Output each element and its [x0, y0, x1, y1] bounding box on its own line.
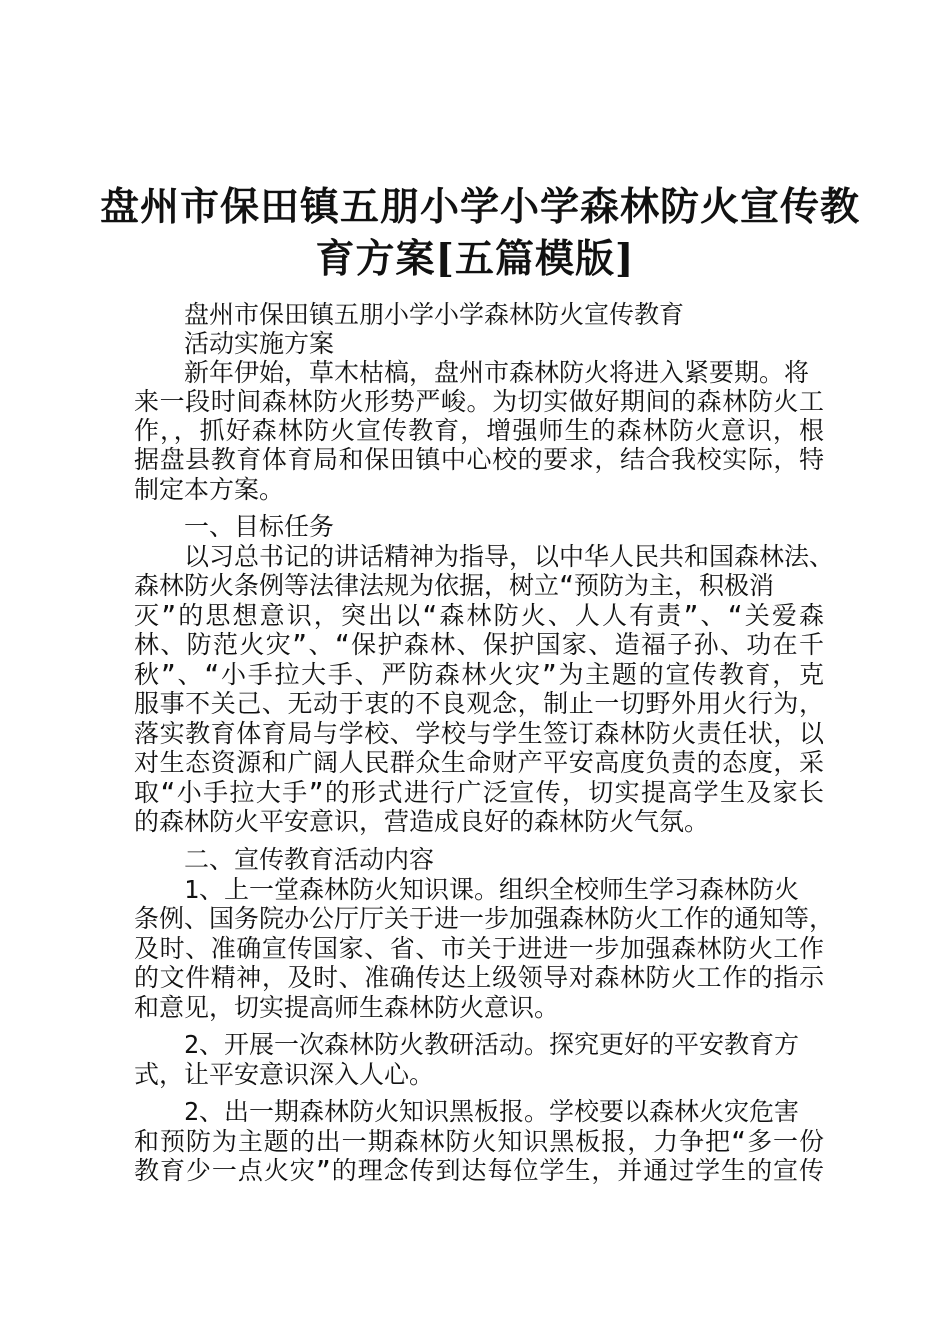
body-line: 森林防火条例等法律法规为依据，树立“预防为主，积极消 — [134, 571, 775, 600]
body-line: 作，，抓好森林防火宣传教育，增强师生的森林防火意识，根 — [134, 416, 824, 445]
body-line: 新年伊始，草木枯槁，盘州市森林防火将进入紧要期。将 — [184, 358, 810, 387]
body-line: 据盘县教育体育局和保田镇中心校的要求，结合我校实际，特 — [134, 445, 824, 474]
body-line: 林、防范火灾”、“保护森林、保护国家、造福子孙、功在千 — [134, 630, 824, 659]
section-heading-1: 一、目标任务 — [184, 512, 335, 541]
body-line: 的森林防火平安意识，营造成良好的森林防火气氛。 — [134, 807, 710, 836]
body-line: 来一段时间森林防火形势严峻。为切实做好期间的森林防火工 — [134, 387, 824, 416]
body-line: 1、上一堂森林防火知识课。组织全校师生学习森林防火 — [184, 875, 800, 904]
body-line: 及时、准确宣传国家、省、市关于进进一步加强森林防火工作 — [134, 934, 824, 963]
document-title-line-2: 育方案[五篇模版] — [315, 236, 635, 282]
body-line: 制定本方案。 — [134, 475, 285, 504]
body-line: 2、出一期森林防火知识黑板报。学校要以森林火灾危害 — [184, 1097, 800, 1126]
body-line: 式，让平安意识深入人心。 — [134, 1060, 435, 1089]
body-line: 秋”、“小手拉大手、严防森林火灾”为主题的宣传教育，克 — [134, 660, 824, 689]
body-line: 的文件精神，及时、准确传达上级领导对森林防火工作的指示 — [134, 963, 824, 992]
body-line: 以习总书记的讲话精神为指导，以中华人民共和国森林法、 — [184, 542, 835, 571]
body-line: 教育少一点火灾”的理念传到达每位学生，并通过学生的宣传 — [134, 1156, 824, 1185]
body-line: 取“小手拉大手”的形式进行广泛宣传，切实提高学生及家长 — [134, 778, 824, 807]
section-heading-2: 二、宣传教育活动内容 — [184, 845, 435, 874]
body-line: 2、开展一次森林防火教研活动。探究更好的平安教育方 — [184, 1030, 800, 1059]
document-title-line-1: 盘州市保田镇五朋小学小学森林防火宣传教 — [100, 184, 861, 230]
body-line: 落实教育体育局与学校、学校与学生签订森林防火责任状，以 — [134, 719, 824, 748]
body-line: 和预防为主题的出一期森林防火知识黑板报，力争把“多一份 — [134, 1127, 824, 1156]
body-line: 对生态资源和广阔人民群众生命财产平安高度负责的态度，采 — [134, 748, 824, 777]
body-line: 和意见，切实提高师生森林防火意识。 — [134, 993, 560, 1022]
subtitle-line-1: 盘州市保田镇五朋小学小学森林防火宣传教育 — [184, 300, 685, 329]
subtitle-line-2: 活动实施方案 — [184, 329, 335, 358]
body-line: 条例、国务院办公厅厅关于进一步加强森林防火工作的通知等， — [134, 904, 835, 933]
body-line: 灭”的思想意识，突出以“森林防火、人人有责”、“关爱森 — [134, 601, 824, 630]
body-line: 服事不关己、无动于衷的不良观念，制止一切野外用火行为， — [134, 689, 824, 718]
